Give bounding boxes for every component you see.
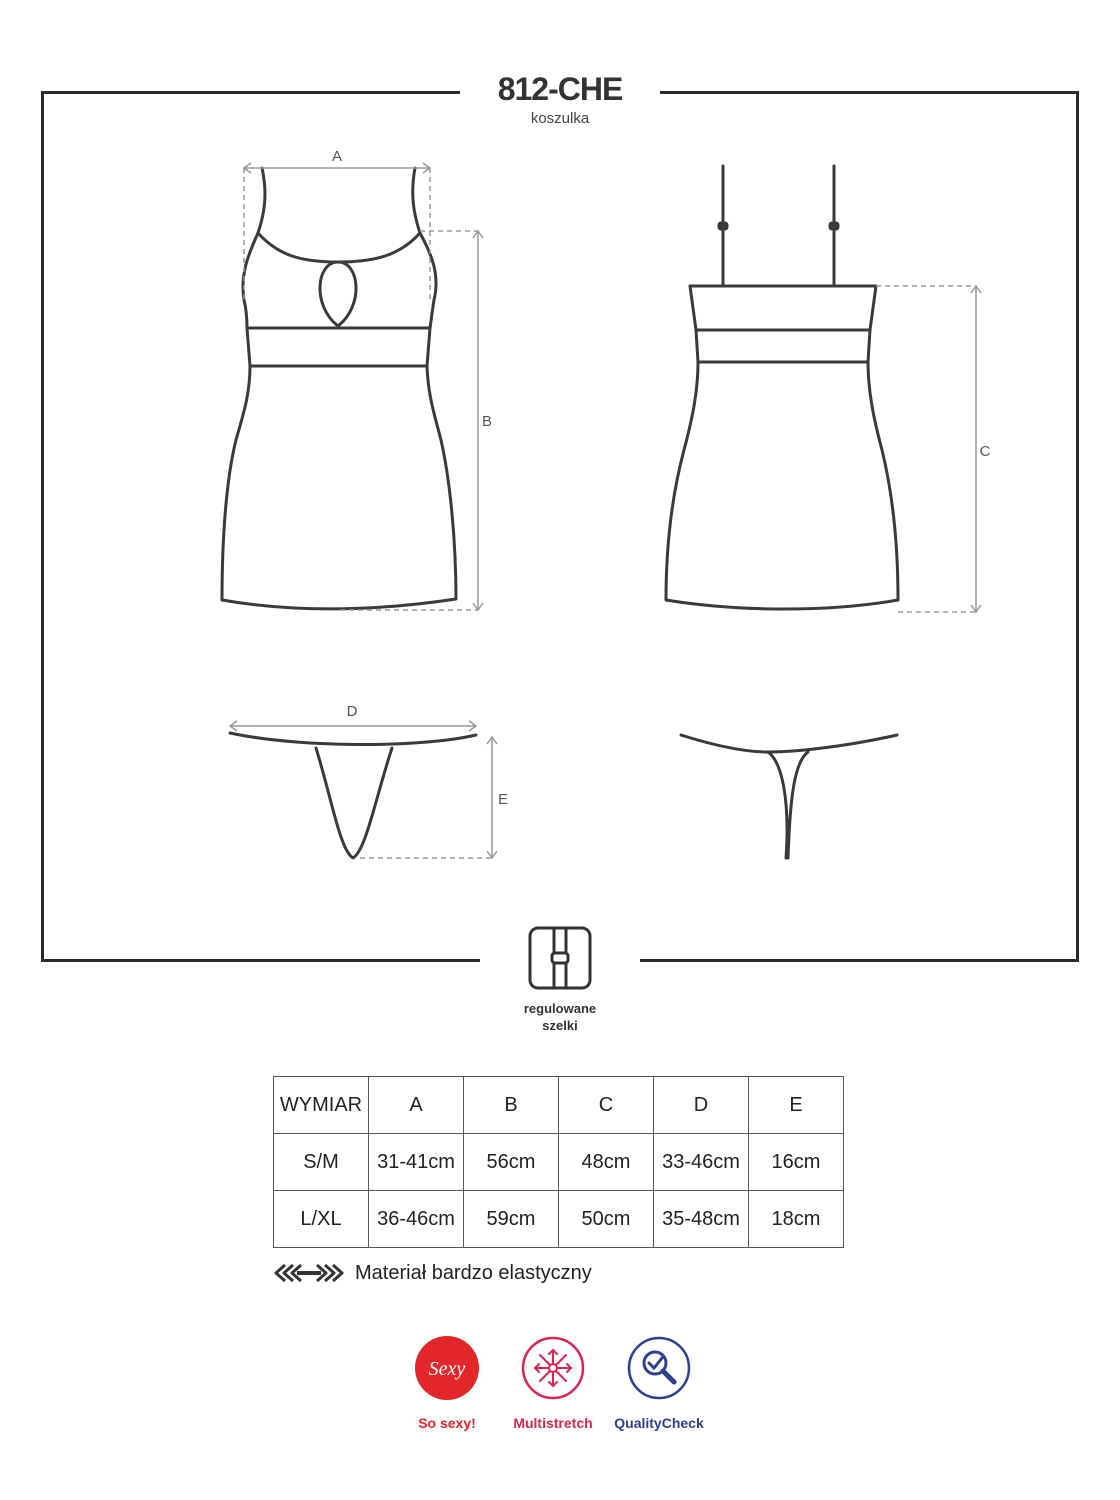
table-cell: 50cm: [559, 1191, 654, 1248]
table-cell: 33-46cm: [654, 1134, 749, 1191]
multistretch-icon: [521, 1336, 585, 1400]
header-cell: A: [369, 1077, 464, 1134]
adjustable-strap-icon: [528, 926, 592, 990]
table-cell: 48cm: [559, 1134, 654, 1191]
badge-sexy: [392, 1336, 502, 1431]
badge-label: Multistretch: [513, 1415, 593, 1431]
thong-front-pouch: [316, 748, 392, 858]
chemise-back-outline: [666, 286, 898, 609]
svg-text:Sexy: Sexy: [428, 1358, 466, 1380]
dim-label-a: A: [331, 148, 343, 165]
table-cell: 16cm: [749, 1134, 844, 1191]
badge-quality-check: [604, 1336, 714, 1431]
table-cell: 59cm: [464, 1191, 559, 1248]
sexy-icon: [415, 1336, 479, 1400]
table-row: [274, 1134, 844, 1191]
dim-a-ext: [244, 168, 430, 300]
badge-label: So sexy!: [418, 1415, 476, 1431]
dim-e-line: [487, 737, 497, 858]
table-row: [274, 1191, 844, 1248]
size-table: [273, 1076, 844, 1248]
dim-label-d: D: [346, 703, 358, 720]
table-cell: 35-48cm: [654, 1191, 749, 1248]
quality-check-icon: [627, 1336, 691, 1400]
dim-label-e: E: [497, 791, 509, 808]
material-text: Materiał bardzo elastyczny: [355, 1261, 592, 1284]
dim-b-ext: [340, 231, 478, 610]
table-cell: 36-46cm: [369, 1191, 464, 1248]
header-cell: C: [559, 1077, 654, 1134]
table-cell: 56cm: [464, 1134, 559, 1191]
dim-d-line: [230, 721, 476, 731]
chemise-front-neckline: [258, 233, 420, 262]
header-cell: D: [654, 1077, 749, 1134]
dim-label-c: C: [979, 443, 991, 460]
chemise-front-underbust: [247, 328, 430, 366]
dim-c-ext: [876, 286, 976, 612]
table-cell: S/M: [274, 1134, 369, 1191]
table-cell: 18cm: [749, 1191, 844, 1248]
dim-label-b: B: [481, 413, 493, 430]
table-header-row: [274, 1077, 844, 1134]
chemise-back-band: [696, 330, 870, 362]
chemise-front-keyhole: [320, 262, 356, 326]
badge-multistretch: [498, 1336, 608, 1431]
header-cell: WYMIAR: [274, 1077, 369, 1134]
strap-slider-right: [830, 223, 838, 229]
header-cell: E: [749, 1077, 844, 1134]
badge-label: QualityCheck: [614, 1415, 704, 1431]
thong-back-waistband: [681, 735, 897, 752]
product-code: 812-CHE: [497, 71, 623, 107]
strap-slider-left: [719, 223, 727, 229]
table-cell: 31-41cm: [369, 1134, 464, 1191]
product-type: koszulka: [530, 110, 590, 127]
stretch-arrows-icon: [273, 1263, 345, 1283]
thong-front-waistband: [230, 733, 476, 745]
feature-label: regulowane szelki: [523, 1001, 597, 1033]
material-note: [273, 1260, 592, 1286]
thong-back-string: [768, 752, 808, 858]
table-cell: L/XL: [274, 1191, 369, 1248]
header-cell: B: [464, 1077, 559, 1134]
chemise-back-straps: [723, 166, 834, 286]
